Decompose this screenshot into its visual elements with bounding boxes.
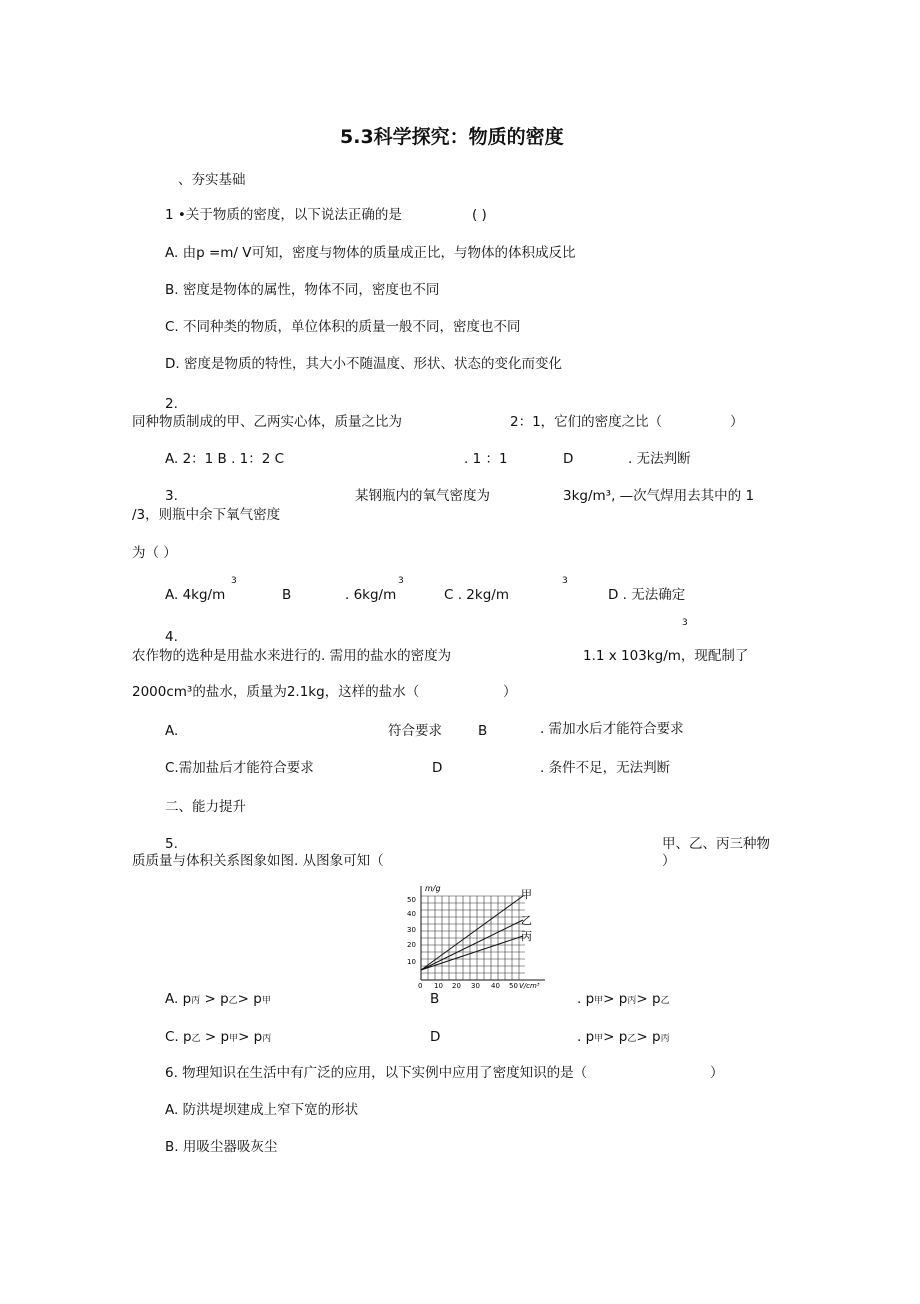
q2-stem-part2: 2：1，它们的密度之比（ — [510, 414, 663, 430]
q6-stem: 6. 物理知识在生活中有广泛的应用，以下实例中应用了密度知识的是（ — [165, 1065, 588, 1081]
graph-y-tick-10: 10 — [407, 958, 416, 966]
q4-option-b: . 需加水后才能符合要求 — [540, 721, 684, 737]
q3-option-d: D . 无法确定 — [608, 587, 686, 603]
q3-stem-part3: /3，则瓶中余下氧气密度 — [132, 507, 281, 523]
q2-number: 2. — [165, 396, 178, 412]
q4-option-d-label: D — [432, 760, 443, 776]
q1-option-c: C. 不同种类的物质，单位体积的质量一般不同，密度也不同 — [165, 319, 521, 335]
q4-number: 4. — [165, 629, 178, 645]
q2-stem-part3: ） — [730, 414, 744, 430]
q5-option-c: C. p乙 > p甲> p丙 — [165, 1029, 272, 1045]
graph-x-label: V/cm³ — [519, 982, 540, 990]
graph-x-tick-30: 30 — [471, 982, 480, 990]
q5-option-b-label: B — [430, 991, 440, 1007]
graph-x-tick-50: 50 — [509, 982, 518, 990]
graph-x-tick-0: 0 — [418, 982, 423, 990]
section-heading-advanced: 二、能力提升 — [165, 799, 246, 815]
q3-stem-part1: 某钢瓶内的氧气密度为 — [355, 488, 490, 504]
q5-stem-part2: ） — [662, 853, 676, 869]
q5-option-d-label: D — [430, 1029, 441, 1045]
graph-y-label: m/g — [425, 884, 441, 893]
q6-option-a: A. 防洪堤坝建成上窄下宽的形状 — [165, 1102, 359, 1118]
graph-x-tick-10: 10 — [434, 982, 443, 990]
q5-stem-right: 甲、乙、丙三种物 — [662, 836, 770, 852]
q5-option-d: . p甲> p乙> p丙 — [577, 1029, 670, 1045]
q4-unit-superscript: 3 — [682, 618, 688, 628]
q3-option-a: A. 4kg/m — [165, 587, 226, 603]
q3-option-b: . 6kg/m — [345, 587, 397, 603]
q1-stem: 1 •关于物质的密度，以下说法正确的是 — [165, 207, 402, 223]
mass-volume-graph — [405, 882, 553, 990]
q1-option-b: B. 密度是物体的属性，物体不同，密度也不同 — [165, 282, 440, 298]
q2-option-c: . 1 ：1 — [464, 451, 508, 467]
q3-option-c: C . 2kg/m — [444, 587, 509, 603]
graph-line-bing — [421, 936, 523, 970]
q4-stem-part4: ） — [503, 684, 517, 700]
q4-stem-part3: 2000cm³的盐水，质量为2.1kg，这样的盐水（ — [132, 684, 420, 700]
q1-option-a: A. 由p =m/ V可知，密度与物体的质量成正比，与物体的体积成反比 — [165, 245, 576, 261]
q3-number: 3. — [165, 488, 178, 504]
q2-option-d-label: D — [563, 451, 574, 467]
q5-option-a: A. p丙 > p乙> p甲 — [165, 991, 271, 1007]
q4-stem-part2: 1.1 x 103kg/m，现配制了 — [583, 648, 749, 664]
graph-grid — [421, 896, 525, 980]
graph-x-tick-40: 40 — [491, 982, 500, 990]
graph-y-tick-50: 50 — [407, 896, 416, 904]
q4-stem-part1: 农作物的选种是用盐水来进行的. 需用的盐水的密度为 — [132, 648, 452, 664]
graph-label-yi: 乙 — [521, 914, 532, 927]
q4-option-a-label: A. — [165, 723, 179, 739]
q4-option-d: . 条件不足，无法判断 — [540, 760, 671, 776]
q1-answer-paren: ( ) — [472, 207, 487, 223]
graph-label-bing: 丙 — [521, 930, 532, 943]
q1-option-d: D. 密度是物质的特性，其大小不随温度、形状、状态的变化而变化 — [165, 356, 562, 372]
q3-unit-superscript-c: 3 — [562, 576, 568, 586]
q5-stem-part1: 质质量与体积关系图象如图. 从图象可知（ — [132, 853, 384, 869]
q4-option-c: C.需加盐后才能符合要求 — [165, 760, 314, 776]
q3-unit-superscript-a: 3 — [231, 576, 237, 586]
q2-option-d: . 无法判断 — [628, 451, 691, 467]
section-heading-basics: 、夯实基础 — [178, 172, 246, 188]
graph-x-tick-20: 20 — [452, 982, 461, 990]
graph-y-tick-20: 20 — [407, 941, 416, 949]
q3-stem-part2: 3kg/m³, —次气焊用去其中的 1 — [563, 488, 755, 504]
q6-option-b: B. 用吸尘器吸灰尘 — [165, 1139, 278, 1155]
page-title: 5.3科学探究：物质的密度 — [340, 126, 564, 148]
graph-label-jia: 甲 — [521, 888, 532, 901]
q2-options-ab: A. 2：1 B . 1：2 C — [165, 451, 285, 467]
q5-number: 5. — [165, 836, 178, 852]
graph-y-tick-30: 30 — [407, 926, 416, 934]
q2-stem-part1: 同种物质制成的甲、乙两实心体，质量之比为 — [132, 414, 402, 430]
q4-option-b-label: B — [478, 723, 488, 739]
q4-option-a: 符合要求 — [388, 723, 442, 739]
q3-stem-part4: 为（ ） — [132, 545, 177, 561]
graph-y-tick-40: 40 — [407, 910, 416, 918]
q5-option-b: . p甲> p丙> p乙 — [577, 991, 670, 1007]
q6-answer-paren-right: ） — [710, 1065, 724, 1081]
q3-option-b-label: B — [282, 587, 292, 603]
q3-unit-superscript-b: 3 — [398, 576, 404, 586]
